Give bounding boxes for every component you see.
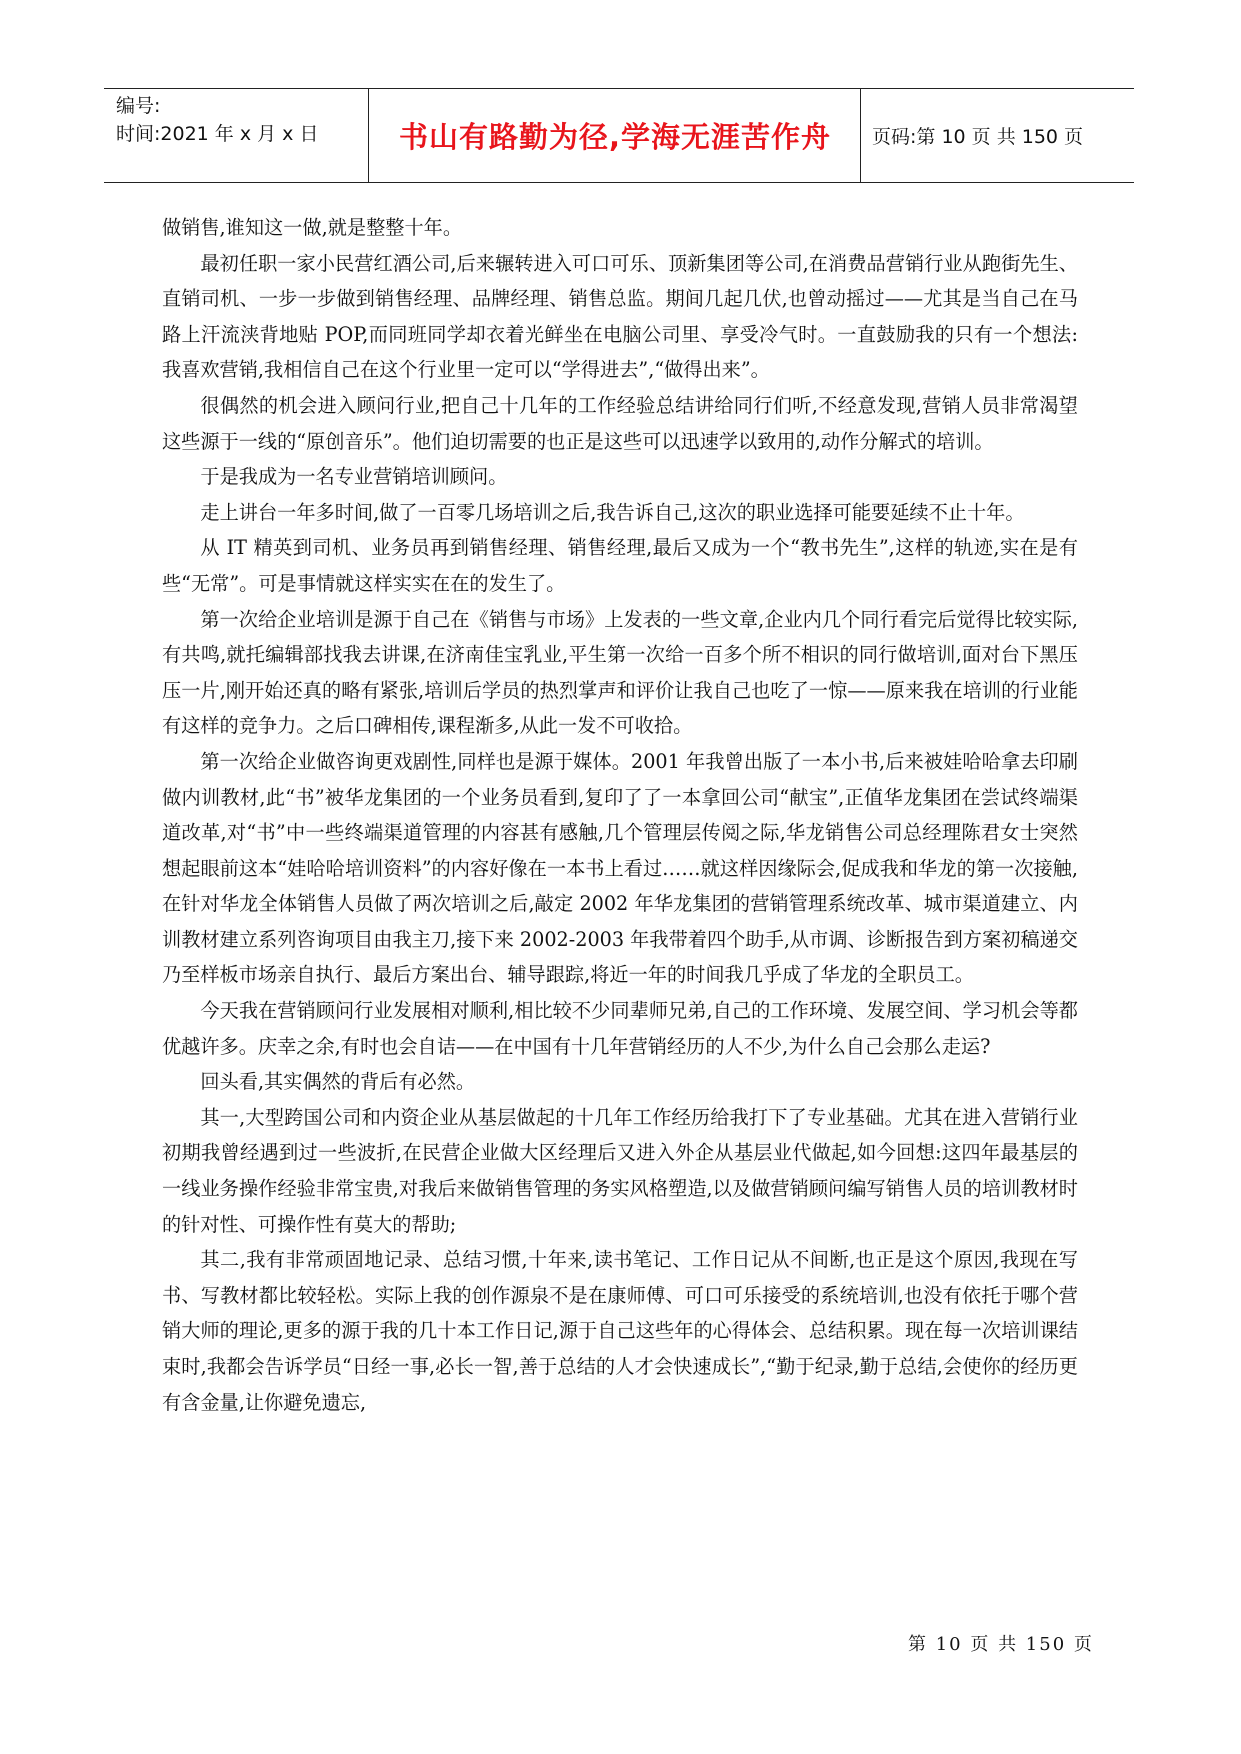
paragraph: 回头看,其实偶然的背后有必然。 [200,1070,476,1094]
document-number: 编号: [116,95,161,117]
paragraph: 最初任职一家小民营红酒公司,后来辗转进入可口可乐、顶新集团等公司,在消费品营销行业从跑街先生、直销司机、一步一步做到销售经理、品牌经理、销售总监。期间几起几伏,也曾动摇过——尤其是当自己在马路上汗流浃背地贴 POP,而同班同学却衣着光鲜坐在电脑公司里、享受冷气时。一直鼓励我的只有一个想法:我喜欢营销,我相信自己在这个行业里一定可以“学得进去”,“做得出来”。 [162,251,1078,382]
header-divider-left [368,88,369,182]
paragraph: 其一,大型跨国公司和内资企业从基层做起的十几年工作经历给我打下了专业基础。尤其在进入营销行业初期我曾经遇到过一些波折,在民营企业做大区经理后又进入外企从基层业代做起,如今回想:这四年最基层的一线业务操作经验非常宝贵,对我后来做销售管理的务实风格塑造,以及做营销顾问编写销售人员的培训教材时的针对性、可操作性有莫大的帮助; [162,1105,1078,1236]
document-time: 时间:2021 年 x 月 x 日 [116,123,319,145]
paragraph: 做销售,谁知这一做,就是整整十年。 [162,216,463,239]
paragraph: 很偶然的机会进入顾问行业,把自己十几年的工作经验总结讲给同行们听,不经意发现,营销人员非常渴望这些源于一线的“原创音乐”。他们迫切需要的也正是这些可以迅速学以致用的,动作分解式的培训。 [162,393,1078,453]
document-body [162,210,1078,1420]
paragraph: 第一次给企业做咨询更戏剧性,同样也是源于媒体。2001 年我曾出版了一本小书,后来被娃哈哈拿去印刷做内训教材,此“书”被华龙集团的一个业务员看到,复印了了一本拿回公司“献宝”,正值华龙集团在尝试终端渠道改革,对“书”中一些终端渠道管理的内容甚有感触,几个管理层传阅之际,华龙销售公司总经理陈君女士突然想起眼前这本“娃哈哈培训资料”的内容好像在一本书上看过……就这样因缘际会,促成我和华龙的第一次接触,在针对华龙全体销售人员做了两次培训之后,敲定 2002 年华龙集团的营销管理系统改革、城市渠道建立、内训教材建立系列咨询项目由我主刀,接下来 2002-2003 年我带着四个助手,从市调、诊断报告到方案初稿递交乃至样板市场亲自执行、最后方案出台、辅导跟踪,将近一年的时间我几乎成了华龙的全职员工。 [162,749,1078,987]
paragraph: 其二,我有非常顽固地记录、总结习惯,十年来,读书笔记、工作日记从不间断,也正是这个原因,我现在写书、写教材都比较轻松。实际上我的创作源泉不是在康师傅、可口可乐接受的系统培训,也没有依托于哪个营销大师的理论,更多的源于我的几十本工作日记,源于自己这些年的心得体会、总结积累。现在每一次培训课结束时,我都会告诉学员“日经一事,必长一智,善于总结的人才会快速成长”,“勤于纪录,勤于总结,会使你的经历更有含金量,让你避免遗忘, [162,1248,1078,1414]
header-divider-right [860,88,861,182]
paragraph: 于是我成为一名专业营销培训顾问。 [200,465,508,489]
paragraph: 走上讲台一年多时间,做了一百零几场培训之后,我告诉自己,这次的职业选择可能要延续不止十年。 [200,500,1025,524]
header-motto: 书山有路勤为径,学海无涯苦作舟 [398,119,832,154]
header-meta [116,92,318,148]
header-bottom-rule [104,182,1134,183]
footer-page-number: 第 10 页 共 150 页 [908,1634,1094,1655]
paragraph: 从 IT 精英到司机、业务员再到销售经理、销售经理,最后又成为一个“教书先生”,这样的轨迹,实在是有些“无常”。可是事情就这样实实在在的发生了。 [162,536,1078,595]
header-page-number: 页码:第 10 页 共 150 页 [872,125,1084,148]
paragraph: 第一次给企业培训是源于自己在《销售与市场》上发表的一些文章,企业内几个同行看完后觉得比较实际,有共鸣,就托编辑部找我去讲课,在济南佳宝乳业,平生第一次给一百多个所不相识的同行做培训,面对台下黑压压一片,刚开始还真的略有紧张,培训后学员的热烈掌声和评价让我自己也吃了一惊——原来我在培训的行业能有这样的竞争力。之后口碑相传,课程渐多,从此一发不可收拾。 [162,607,1078,738]
paragraph: 今天我在营销顾问行业发展相对顺利,相比较不少同辈师兄弟,自己的工作环境、发展空间、学习机会等都优越许多。庆幸之余,有时也会自诘——在中国有十几年营销经历的人不少,为什么自己会那么走运? [162,999,1078,1058]
